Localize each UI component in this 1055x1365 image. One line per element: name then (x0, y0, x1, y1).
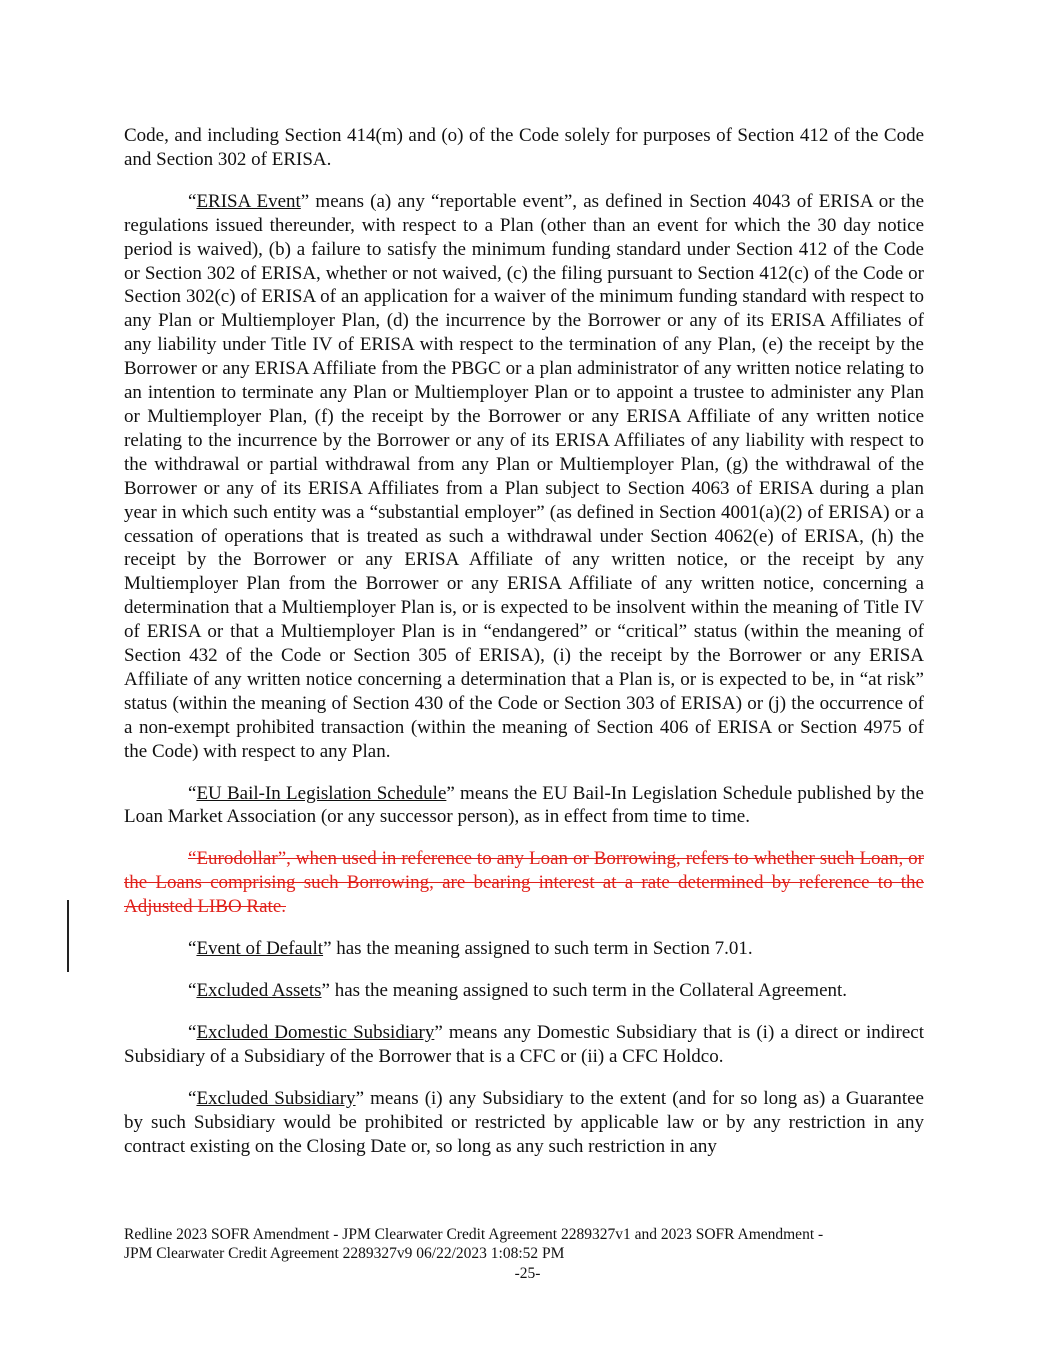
defined-term: Event of Default (196, 938, 324, 960)
redline-change-bar (67, 900, 69, 972)
definition-body: ” has the meaning assigned to such term in Section 7.01. (323, 938, 753, 960)
definition-body: ” means the EU Bail-In Legislation Schedule published by the Loan Market Association (or any successor person), as in effect from time to time. (124, 782, 924, 828)
defined-term: Excluded Assets (196, 980, 322, 1001)
definition-excluded-subsidiary (124, 1087, 924, 1159)
open-quote: “ (188, 848, 197, 870)
definition-body: ” means (i) any Subsidiary to the extent (and for so long as) a Guarantee by such Subsidiary would be prohibited or restricted by applicable law or by any restriction in any contract existing on the Closing Date or, so long as any such restriction in any (124, 1087, 924, 1157)
page-number: -25- (514, 1265, 541, 1282)
page-footer (124, 1225, 924, 1263)
defined-term: EU Bail-In Legislation Schedule (196, 782, 447, 804)
paragraph-text: Code, and including Section 414(m) and (o) of the Code solely for purposes of Section 412 of the Code and Section 302 of ERISA. (124, 125, 924, 170)
definition-excluded-domestic-subsidiary (124, 1021, 924, 1069)
definition-body: ”, when used in reference to any Loan or Borrowing, refers to whether such Loan, or the Loans comprising such Borrowing, are bearing interest at a rate determined by reference to the Adjusted LIBO Rate. (124, 848, 924, 918)
definition-excluded-assets (124, 979, 924, 1003)
defined-term: Eurodollar (196, 848, 278, 870)
open-quote: “ (188, 1021, 197, 1043)
definition-eurodollar-deleted (124, 847, 924, 919)
open-quote: “ (188, 938, 197, 960)
definition-body: ” means (a) any “reportable event”, as defined in Section 4043 of ERISA or the regulations issued thereunder, with respect to a Plan (other than an event for which the 30 day notice period is waived), (b) a failure to satisfy the minimum funding standard under Section 412 of the Code or Section 302 of ERISA, whether or not waived, (c) the filing pursuant to Section 412(c) of the Code or Section 302(c) of ERISA of an application for a waiver of the minimum funding standard with respect to any Plan or Multiemployer Plan, (d) the incurrence by the Borrower or any of its ERISA Affiliates of any liability under Title IV of ERISA with respect to the termination of any Plan, (e) the receipt by the Borrower or any ERISA Affiliate from the PBGC or a plan administrator of any written notice relating to an intention to terminate any Plan or Multiemployer Plan or to appoint a trustee to administer any Plan or Multiemployer Plan, (f) the receipt by the Borrower or any ERISA Affiliate of any written notice relating to the incurrence by the Borrower or any of its ERISA Affiliates of any liability with respect to the withdrawal or partial withdrawal from any Plan or Multiemployer Plan, (g) the withdrawal of the Borrower or any of its ERISA Affiliates from a Plan subject to Section 4063 of ERISA during a plan year in which such entity was a “substantial employer” (as defined in Section 4001(a)(2) of ERISA) or a cessation of operations that is treated as such a withdrawal under Section 4062(e) of ERISA, (h) the receipt by the Borrower or any ERISA Affiliate of any written notice, or the receipt by any Multiemployer Plan from the Borrower or any ERISA Affiliate of any written notice, concerning a determination that a Multiemployer Plan is, or is expected to be insolvent within the meaning of Title IV of ERISA or that a Multiemployer Plan is in “endangered” or “critical” status (within the meaning of Section 432 of the Code or Section 305 of ERISA), (i) the receipt by the Borrower or any ERISA Affiliate of any written notice concerning a determination that a Plan is, or is expected to be, in “at risk” status (within the meaning of Section 430 of the Code or Section 303 of ERISA) or (j) the occurrence of a non-exempt prohibited transaction (within the meaning of Section 406 of ERISA or Section 4975 of the Code) with respect to any Plan. (124, 190, 924, 762)
footer-line-1: Redline 2023 SOFR Amendment - JPM Clearwater Credit Agreement 2289327v1 and 2023 SOFR Amendment - (124, 1226, 824, 1243)
paragraph-code-continuation (124, 124, 924, 172)
defined-term: ERISA Event (196, 190, 301, 212)
footer-line-2: JPM Clearwater Credit Agreement 2289327v9 06/22/2023 1:08:52 PM (124, 1245, 565, 1262)
definition-event-of-default (124, 937, 924, 961)
definition-eu-bail-in-legislation-schedule (124, 782, 924, 830)
defined-term: Excluded Domestic Subsidiary (196, 1021, 435, 1043)
definition-body: ” means any Domestic Subsidiary that is (i) a direct or indirect Subsidiary of a Subsidiary of the Borrower that is a CFC or (ii) a CFC Holdco. (124, 1021, 924, 1067)
document-page (124, 124, 924, 1158)
open-quote: “ (188, 782, 197, 804)
open-quote: “ (188, 190, 197, 212)
open-quote: “ (188, 980, 197, 1001)
definition-body: ” has the meaning assigned to such term in the Collateral Agreement. (321, 980, 848, 1001)
open-quote: “ (188, 1087, 197, 1109)
defined-term: Excluded Subsidiary (196, 1087, 356, 1109)
definition-erisa-event (124, 190, 924, 764)
